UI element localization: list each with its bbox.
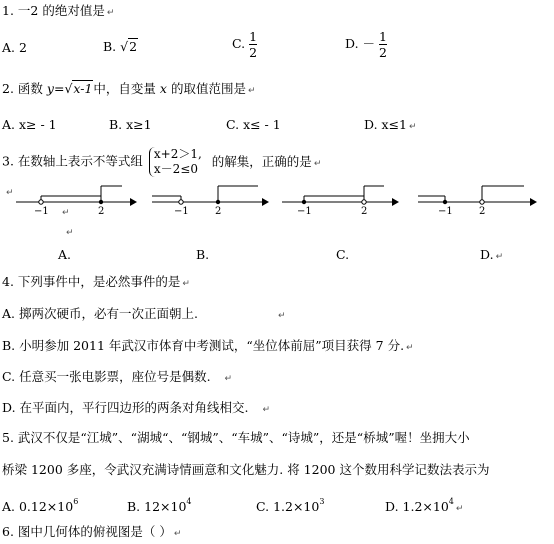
tick-label: −1 <box>297 206 312 217</box>
q3-label-c: C. <box>336 247 350 262</box>
return-mark-icon: ↵ <box>62 208 70 218</box>
q1-stem-text: 1. 一2 的绝对值是 <box>2 3 105 18</box>
q4-stem <box>2 274 190 292</box>
number-line-b <box>152 186 269 217</box>
q5-option-d <box>385 494 463 517</box>
q2-option-c: C. x≤ - 1 <box>226 117 281 132</box>
tick-label: 2 <box>98 206 105 217</box>
q4-option-b <box>2 338 414 356</box>
q1-c-numerator: 1 <box>249 29 258 44</box>
q5-option-a-text: A. 0.12×10 <box>2 499 74 514</box>
q5-option-a-exponent: 6 <box>73 497 79 506</box>
number-line-d <box>418 186 537 217</box>
return-mark-icon: ↵ <box>106 8 115 18</box>
return-mark-icon: ↵ <box>406 343 414 353</box>
q4-stem-text: 4. 下列事件中，是必然事件的是 <box>2 274 181 289</box>
q6-stem-text: 6. 图中几何体的俯视图是（ ） <box>2 524 172 539</box>
q3-suffix: 的解集，正确的是 <box>211 153 312 169</box>
q3-stem <box>2 147 321 177</box>
q2-var-x: x <box>159 81 167 96</box>
q1-option-c <box>232 29 257 60</box>
tick-label: −1 <box>438 206 453 217</box>
q5-option-c <box>256 494 324 515</box>
number-line-c <box>282 186 399 217</box>
return-mark-icon: ↵ <box>173 529 182 539</box>
return-mark-icon: ↵ <box>6 188 14 198</box>
q5-option-d-exponent: 4 <box>448 497 454 506</box>
q2-option-a: A. x≥ - 1 <box>2 117 57 132</box>
return-mark-icon: ↵ <box>495 252 504 262</box>
number-line-a <box>16 186 137 217</box>
q1-d-denominator: 2 <box>379 45 387 60</box>
q1-option-c-label: C. <box>232 36 246 51</box>
q4-option-b-text: B. 小明参加 2011 年武汉市体育中考测试，“坐位体前屈”项目获得 7 分. <box>2 338 405 353</box>
q2-equals: = <box>53 81 65 96</box>
sqrt-symbol: √2 <box>120 39 138 54</box>
q4-option-d-text: D. 在平面内，平行四边形的两条对角线相交. <box>2 400 249 415</box>
return-mark-icon: ↵ <box>224 374 233 384</box>
q3-label-d <box>480 247 503 265</box>
q2-var-y: y <box>46 81 54 96</box>
tick-label: 2 <box>215 206 222 217</box>
q2-suffix-a: 中，自变量 <box>93 81 156 96</box>
return-mark-icon: ↵ <box>313 158 322 169</box>
q2-option-d <box>364 117 417 135</box>
tick-label: −1 <box>174 206 189 217</box>
q3-label-d-text: D. <box>480 247 494 262</box>
q1-d-fraction <box>379 29 387 60</box>
q3-label-b: B. <box>196 247 210 262</box>
return-mark-icon: ↵ <box>66 228 74 238</box>
q5-option-b-text: B. 12×10 <box>127 499 187 514</box>
tick-label: 2 <box>479 206 486 217</box>
return-mark-icon: ↵ <box>277 311 286 321</box>
q5-option-b <box>127 494 192 515</box>
q2-suffix-b: 的取值范围是 <box>170 81 246 96</box>
q1-c-denominator: 2 <box>249 45 258 60</box>
q3-prefix: 3. 在数轴上表示不等式组 <box>2 153 143 169</box>
q1-option-b <box>103 38 138 55</box>
q1-c-fraction <box>249 29 257 60</box>
tick-label: −1 <box>34 206 49 217</box>
q5-line-2: 桥梁 1200 多座，令武汉充满诗情画意和文化魅力. 将 1200 这个数用科学记数法表示为 <box>2 462 490 477</box>
q1-option-a: A. 2 <box>2 40 27 55</box>
return-mark-icon: ↵ <box>262 405 271 415</box>
q4-option-c <box>2 369 232 387</box>
inequality-1: x+2＞1, <box>153 147 202 161</box>
q2-radicand: x-1 <box>73 81 93 96</box>
q5-option-a <box>2 494 78 515</box>
q2-prefix: 2. 函数 <box>2 81 43 96</box>
q6-stem <box>2 524 181 542</box>
tick-label: 2 <box>361 206 368 217</box>
q5-option-c-text: C. 1.2×10 <box>256 499 320 514</box>
return-mark-icon: ↵ <box>247 86 256 96</box>
q4-option-a <box>2 306 286 324</box>
q1-stem <box>2 3 114 21</box>
q2-option-b: B. x≥1 <box>109 117 152 132</box>
return-mark-icon: ↵ <box>182 279 190 289</box>
q5-option-b-exponent: 4 <box>186 497 192 506</box>
q4-option-a-text: A. 掷两次硬币，必有一次正面朝上. <box>2 306 198 321</box>
inequality-2: x－2≤0 <box>153 162 198 176</box>
q5-option-d-text: D. 1.2×10 <box>385 499 449 514</box>
q5-option-c-exponent: 3 <box>319 497 325 506</box>
q1-b-radicand: 2 <box>129 39 138 54</box>
q4-option-d <box>2 400 270 418</box>
sqrt-symbol: √x-1 <box>64 81 93 96</box>
q1-option-d <box>345 29 387 60</box>
q2-stem <box>2 80 256 99</box>
return-mark-icon: ↵ <box>455 504 464 514</box>
q2-option-d-text: D. x≤1 <box>364 117 407 132</box>
inequality-system <box>149 147 202 177</box>
q5-line-1: 5. 武汉不仅是“江城”、“湖城“、“钢城”、“车城”、“诗城”，还是“桥城”喔！坐拥大小 <box>2 430 470 445</box>
number-line-figures <box>0 178 554 258</box>
q3-label-a: A. <box>58 247 72 262</box>
q4-option-c-text: C. 任意买一张电影票，座位号是偶数. <box>2 369 211 384</box>
return-mark-icon: ↵ <box>409 122 417 132</box>
q1-option-b-label: B. <box>103 39 117 54</box>
q1-option-d-label: D. － <box>345 36 376 51</box>
q1-d-numerator: 1 <box>379 29 387 44</box>
